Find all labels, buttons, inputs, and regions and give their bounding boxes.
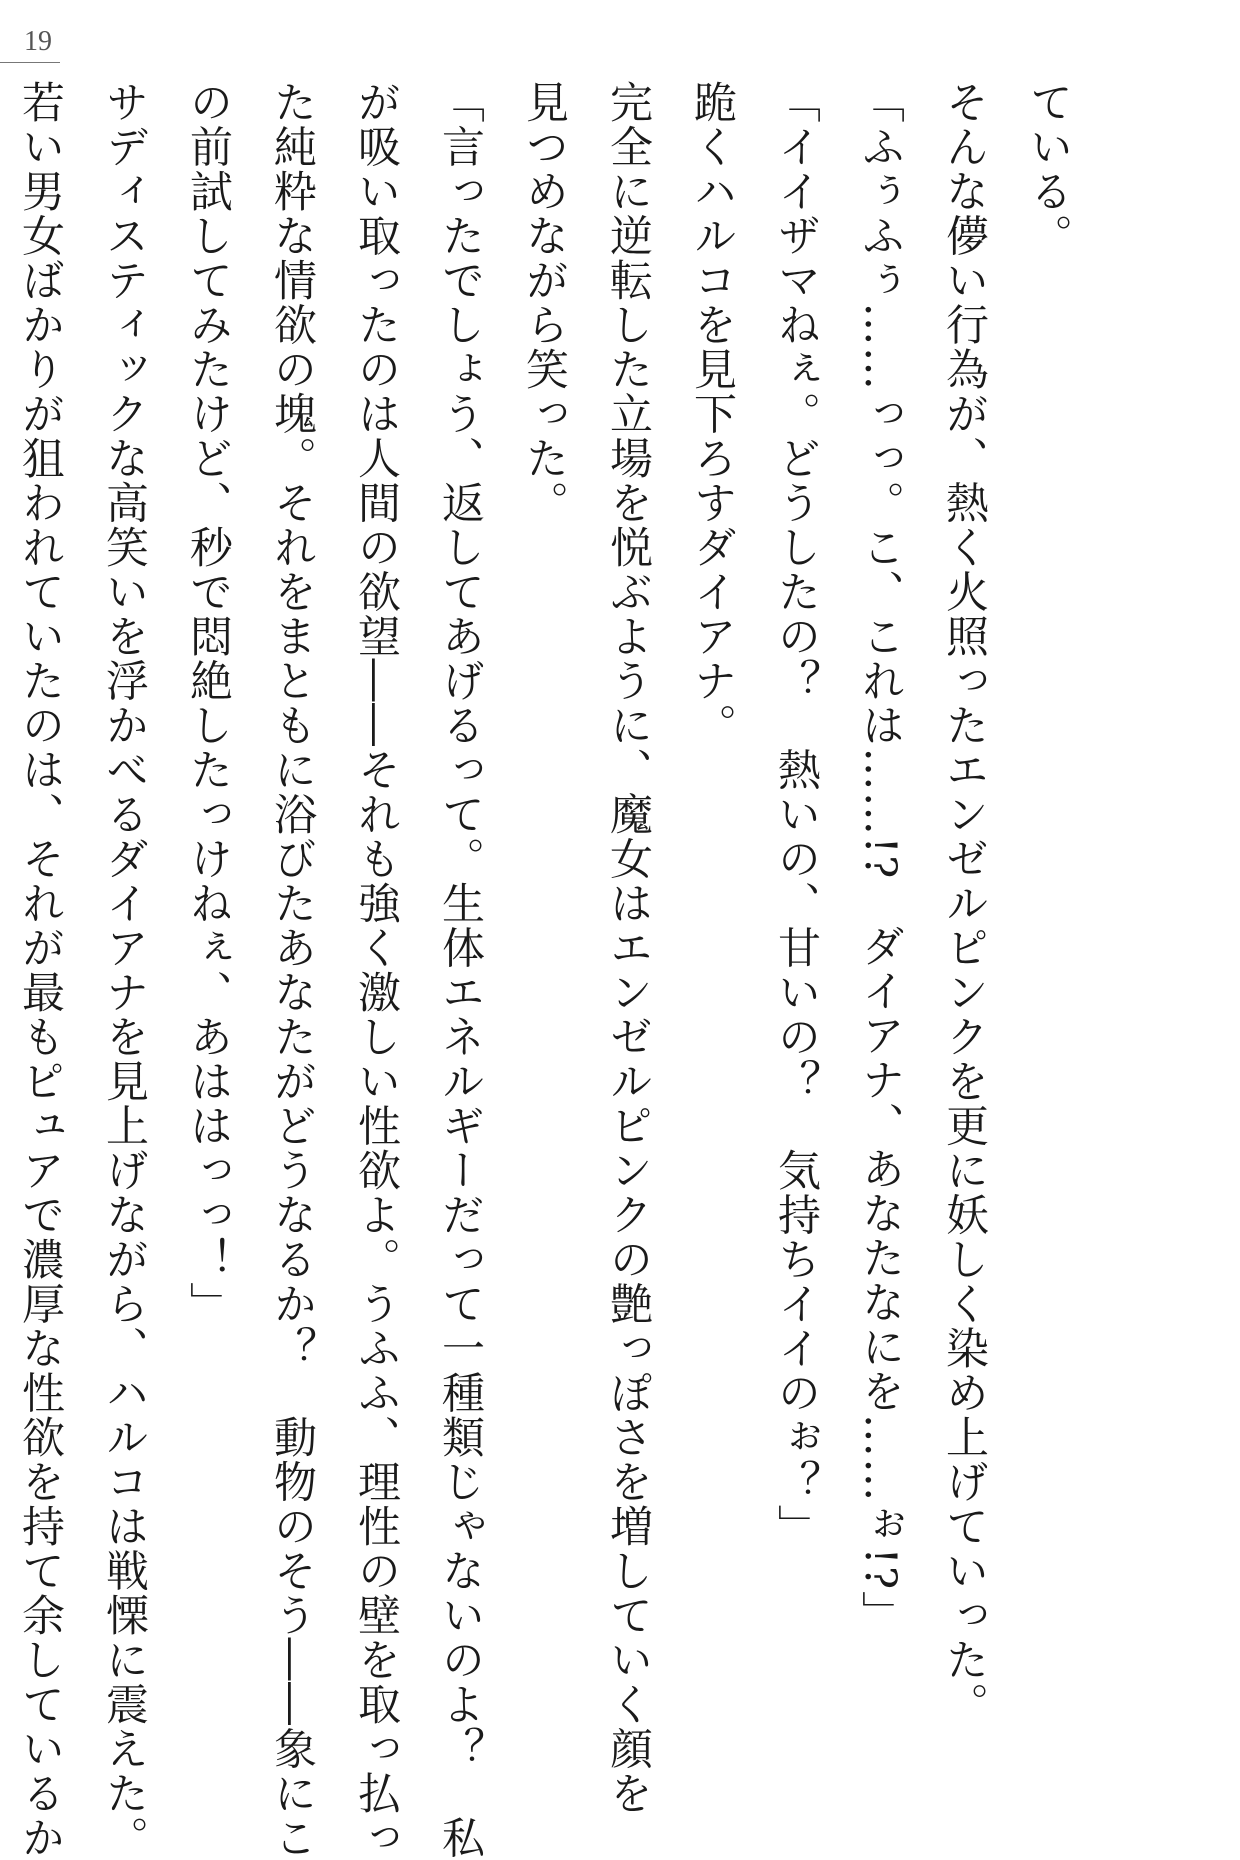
text-line: 見つめながら笑った。 bbox=[519, 80, 569, 525]
text-line: 若い男女ばかりが狙われていたのは、それが最もピュアで濃厚な性欲を持て余しているか bbox=[15, 80, 65, 1860]
text-line: 完全に逆転した立場を悦ぶように、魔女はエンゼルピンクの艶っぽさを増していく顔を bbox=[603, 80, 653, 1816]
text-line: 「言ったでしょう、返してあげるって。生体エネルギーだって一種類じゃないのよ？ 私 bbox=[435, 80, 485, 1860]
text-line: サディスティックな高笑いを浮かべるダイアナを見上げながら、ハルコは戦慄に震えた。 bbox=[99, 80, 149, 1860]
text-line: が吸い取ったのは人間の欲望――それも強く激しい性欲よ。うふふ、理性の壁を取っ払っ bbox=[351, 80, 401, 1860]
text-line: の前試してみたけど、秒で悶絶したっけねぇ、あははっっ！」 bbox=[183, 80, 233, 1326]
page-number: 19 bbox=[24, 26, 52, 57]
text-line: 跪くハルコを見下ろすダイアナ。 bbox=[687, 80, 737, 748]
text-line: 「イイザマねぇ。どうしたの？ 熱いの、甘いの？ 気持ちイイのぉ？」 bbox=[771, 80, 821, 1549]
text-line: 「ふぅふぅ……っっ。こ、これは……!? ダイアナ、あなたなにを……ぉ!?」 bbox=[855, 80, 905, 1636]
vertical-text-body bbox=[15, 80, 1090, 1860]
text-line: そんな儚い行為が、熱く火照ったエンゼルピンクを更に妖しく染め上げていった。 bbox=[939, 80, 989, 1727]
text-line: ている。 bbox=[1023, 80, 1073, 258]
text-line: た純粋な情欲の塊。それをまともに浴びたあなたがどうなるか？ 動物のそう――象にこ bbox=[267, 80, 317, 1860]
page-number-rule bbox=[0, 62, 60, 63]
